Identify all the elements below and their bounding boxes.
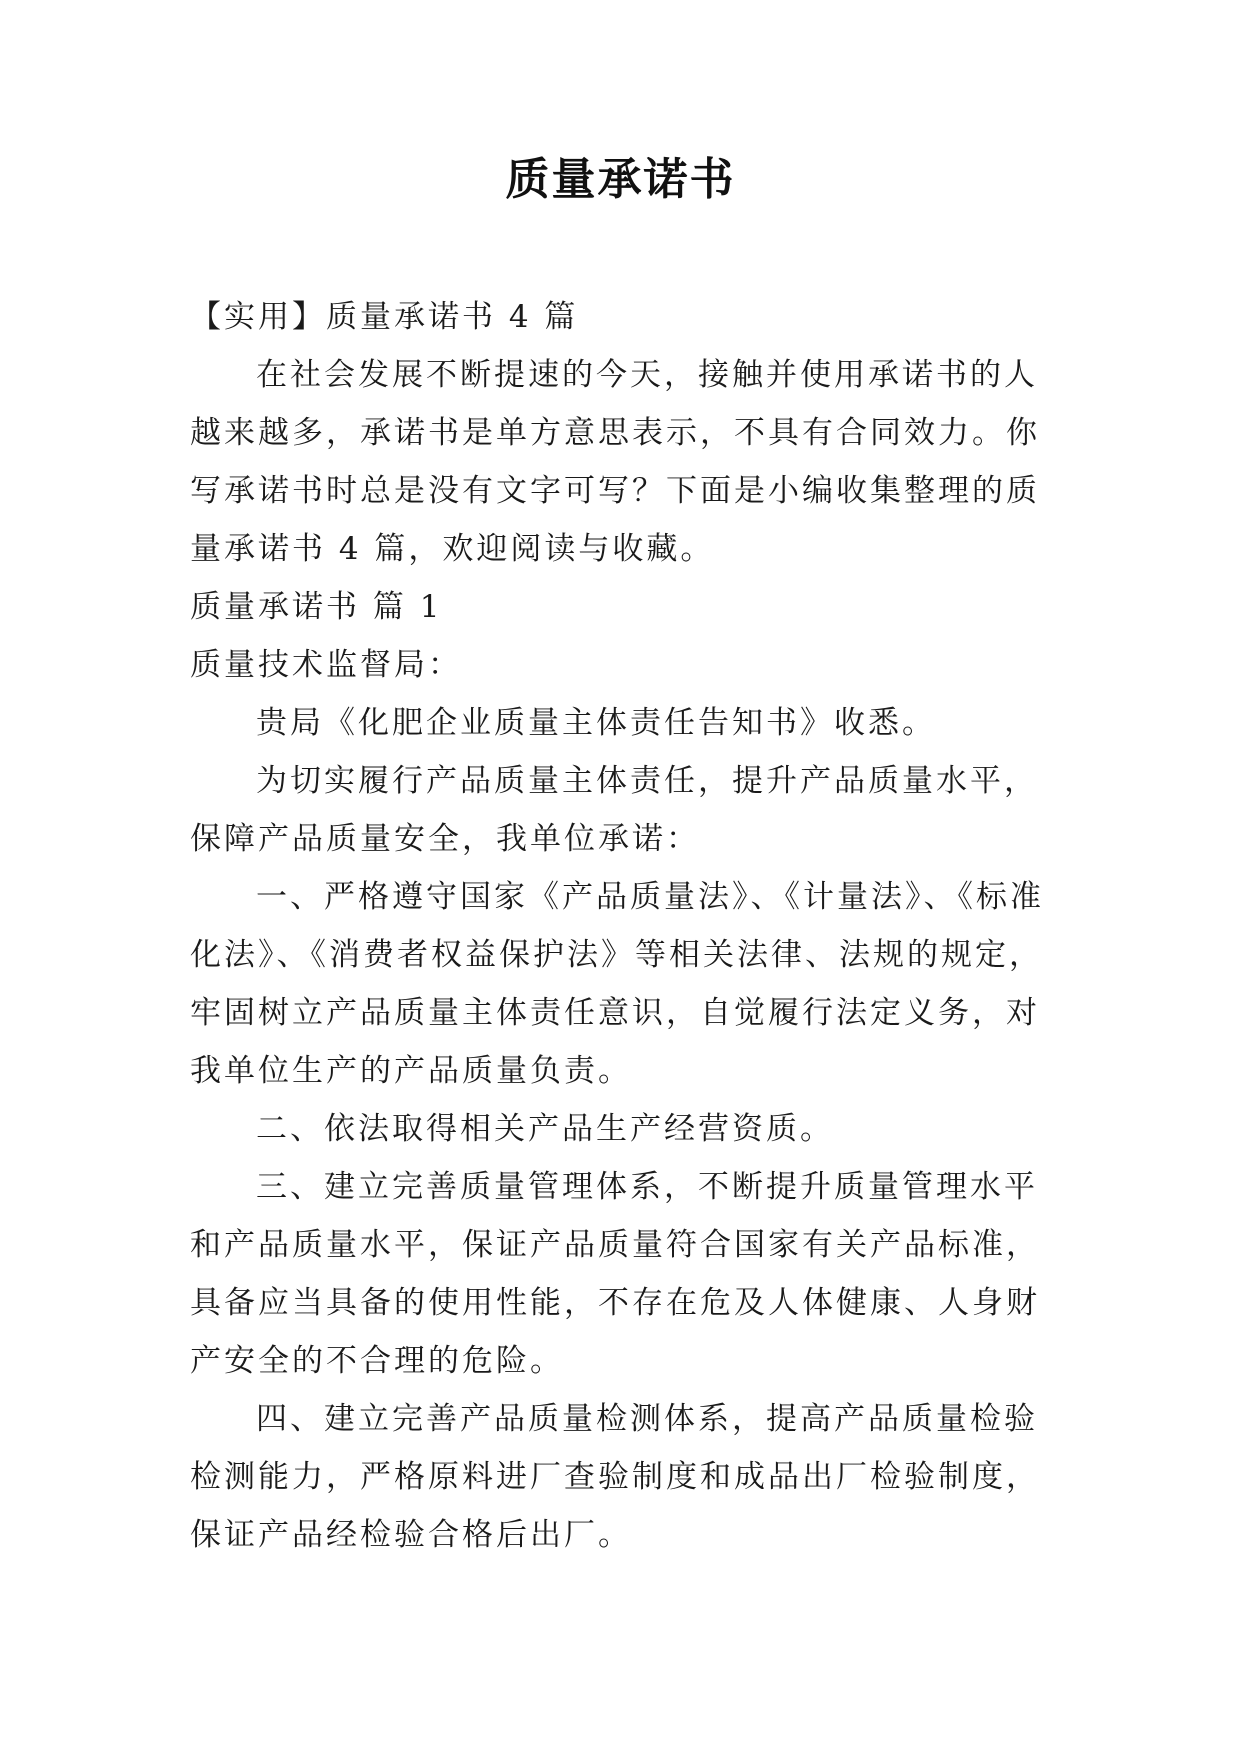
body-paragraph: 贵局《化肥企业质量主体责任告知书》收悉。 — [256, 705, 936, 741]
section-heading: 质量承诺书 篇 1 — [190, 589, 443, 625]
body-paragraph: 为切实履行产品质量主体责任，提升产品质量水平，保障产品质量安全，我单位承诺： — [190, 763, 1038, 857]
addressee: 质量技术监督局： — [190, 647, 462, 683]
document-body — [190, 288, 1050, 1564]
body-paragraph: 四、建立完善产品质量检测体系，提高产品质量检验检测能力，严格原料进厂查验制度和成品出厂检验制度，保证产品经检验合格后出厂。 — [190, 1401, 1040, 1553]
body-paragraph: 一、严格遵守国家《产品质量法》、《计量法》、《标准化法》、《消费者权益保护法》等相关法律、法规的规定，牢固树立产品质量主体责任意识，自觉履行法定义务，对我单位生产的产品质量负责。 — [190, 879, 1044, 1089]
body-paragraph: 三、建立完善质量管理体系，不断提升质量管理水平和产品质量水平，保证产品质量符合国家有关产品标准，具备应当具备的使用性能，不存在危及人体健康、人身财产安全的不合理的危险。 — [190, 1169, 1040, 1379]
intro-label: 【实用】质量承诺书 4 篇 — [190, 299, 579, 335]
document-title: 质量承诺书 — [505, 154, 736, 205]
intro-paragraph: 在社会发展不断提速的今天，接触并使用承诺书的人越来越多，承诺书是单方意思表示，不具有合同效力。你写承诺书时总是没有文字可写？下面是小编收集整理的质量承诺书 4 篇，欢迎阅读与收藏。 — [190, 357, 1040, 567]
body-paragraph: 二、依法取得相关产品生产经营资质。 — [256, 1111, 834, 1147]
